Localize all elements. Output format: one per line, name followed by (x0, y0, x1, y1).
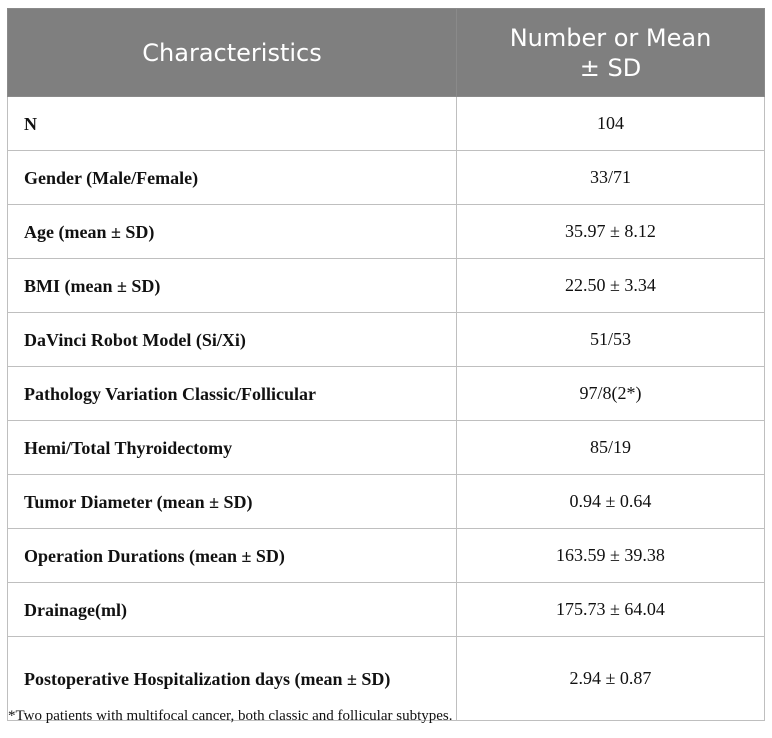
table-row (8, 529, 765, 583)
row-label: Operation Durations (mean ± SD) (8, 529, 457, 583)
table-row (8, 475, 765, 529)
header-number-or-mean (457, 9, 765, 97)
table-footnote: *Two patients with multifocal cancer, both classic and follicular subtypes. (8, 708, 453, 724)
row-label: Postoperative Hospitalization days (mean ± SD) (8, 637, 457, 721)
row-value: 51/53 (457, 313, 765, 367)
row-value: 175.73 ± 64.04 (457, 583, 765, 637)
row-value: 33/71 (457, 151, 765, 205)
row-value: 104 (457, 97, 765, 151)
table-row (8, 421, 765, 475)
table-row (8, 205, 765, 259)
table-header-row (8, 9, 765, 97)
row-label: Hemi/Total Thyroidectomy (8, 421, 457, 475)
table-row (8, 583, 765, 637)
row-value: 97/8(2*) (457, 367, 765, 421)
table-row (8, 367, 765, 421)
table-row (8, 97, 765, 151)
table-row (8, 313, 765, 367)
row-label: N (8, 97, 457, 151)
row-label: Drainage(ml) (8, 583, 457, 637)
header-number-line2: ± SD (579, 53, 642, 82)
header-number-line1: Number or Mean (509, 23, 712, 52)
table-row (8, 151, 765, 205)
row-value: 2.94 ± 0.87 (457, 637, 765, 721)
table-row (8, 259, 765, 313)
row-label: DaVinci Robot Model (Si/Xi) (8, 313, 457, 367)
row-label: Age (mean ± SD) (8, 205, 457, 259)
characteristics-table (7, 8, 765, 721)
row-label: Gender (Male/Female) (8, 151, 457, 205)
row-value: 85/19 (457, 421, 765, 475)
row-value: 163.59 ± 39.38 (457, 529, 765, 583)
header-characteristics: Characteristics (8, 9, 457, 97)
row-label: Pathology Variation Classic/Follicular (8, 367, 457, 421)
row-label: Tumor Diameter (mean ± SD) (8, 475, 457, 529)
row-value: 0.94 ± 0.64 (457, 475, 765, 529)
row-value: 22.50 ± 3.34 (457, 259, 765, 313)
row-value: 35.97 ± 8.12 (457, 205, 765, 259)
row-label: BMI (mean ± SD) (8, 259, 457, 313)
